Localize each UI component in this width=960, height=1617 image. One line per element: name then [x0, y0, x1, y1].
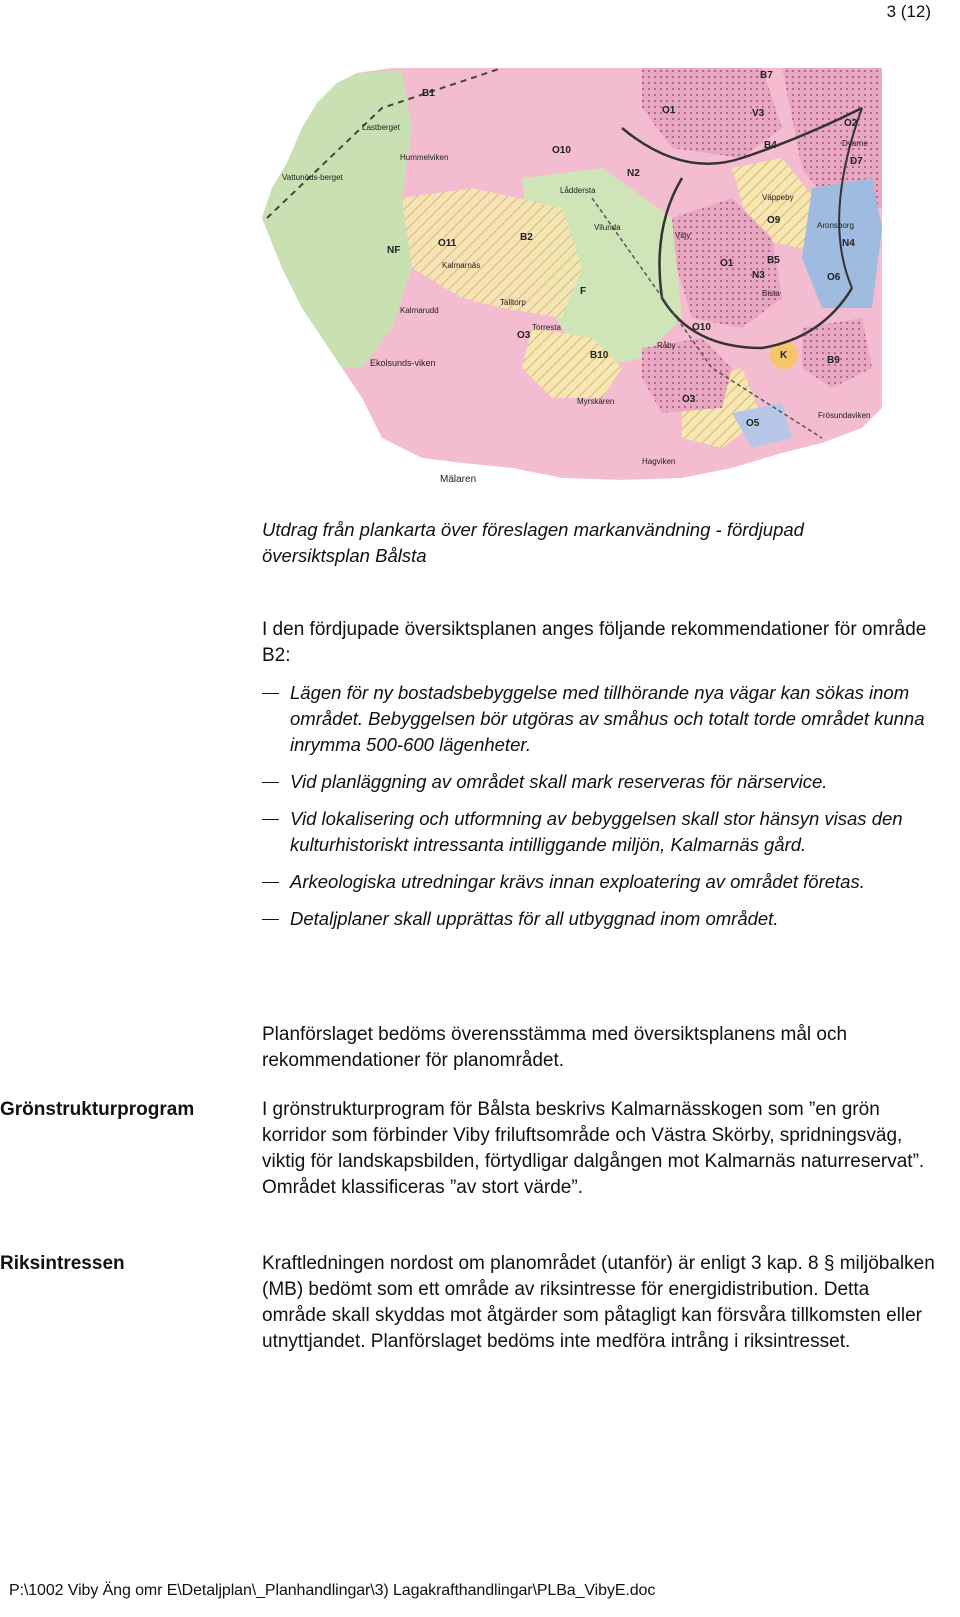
map-label: Vilunda: [594, 223, 621, 232]
map-label: B9: [827, 355, 840, 366]
map-label: O11: [438, 238, 457, 249]
map-label: Talltorp: [500, 298, 526, 307]
map-label: O3: [682, 394, 696, 405]
map-label: Bista: [762, 289, 780, 298]
map-label: Låddersta: [560, 186, 596, 195]
list-item: Vid lokalisering och utformning av bebyggelsen skall stor hänsyn visas den kulturhistoriskt intressanta intilliggande miljön, Kalmarnäs gård.: [262, 806, 942, 858]
map-label: B7: [760, 70, 773, 81]
map-label: Kalmarnäs: [442, 261, 481, 270]
map-label: O6: [827, 272, 841, 283]
list-item: Arkeologiska utredningar krävs innan exploatering av området företas.: [262, 869, 942, 895]
map-label: O9: [767, 215, 781, 226]
map-label: Hummelviken: [400, 153, 449, 162]
section-heading-gronstruktur: Grönstrukturprogram: [0, 1099, 195, 1120]
map-label: O1: [662, 105, 676, 116]
map-label: O5: [746, 418, 760, 429]
section-text-riksintressen: Kraftledningen nordost om planområdet (utanför) är enligt 3 kap. 8 § miljöbalken (MB) bedömt som ett område av riksintresse för energidistribution. Detta område skall skyddas mot åtgärder som påtagligt kan försvåra tillkomsten eller utnyttjandet. Planförslaget bedöms inte medföra intrång i riksintresset.: [262, 1253, 935, 1352]
map-label: Aronsborg: [817, 221, 854, 230]
list-item: Vid planläggning av området skall mark reserveras för närservice.: [262, 769, 942, 795]
file-path-footer: P:\1002 Viby Äng omr E\Detaljplan\_Planhandlingar\3) Lagakrafthandlingar\PLBa_VibyE.doc: [9, 1582, 656, 1599]
map-label: Hagviken: [642, 457, 676, 466]
section-heading-riksintressen: Riksintressen: [0, 1253, 125, 1274]
page-number: 3 (12): [886, 2, 931, 21]
conclusion-paragraph: Planförslaget bedöms överensstämma med översiktsplanens mål och rekommendationer för planområdet.: [262, 1024, 848, 1071]
map-label: Råby: [657, 341, 676, 350]
recommendation-list: [262, 680, 942, 943]
map-label: Lastberget: [362, 123, 400, 132]
map-label: N3: [752, 270, 765, 281]
section-text-gronstruktur: I grönstrukturprogram för Bålsta beskrivs Kalmarnässkogen som ”en grön korridor som förbinder Viby friluftsområde och Västra Skörby, spridningsväg, viktig för landskapsbilden, förtydligar dalgången mot Kalmarnäs naturreservat”. Området klassificeras ”av stort värde”.: [262, 1099, 925, 1198]
map-label: B4: [764, 140, 777, 151]
map-label: Kalmarudd: [400, 306, 439, 315]
map-label: Mälaren: [440, 474, 477, 485]
map-label: Dyarne: [842, 139, 868, 148]
map-label: NF: [387, 245, 401, 256]
map-label: Frösundaviken: [818, 411, 871, 420]
land-use-map: [262, 68, 882, 496]
map-label: Vattunöds-berget: [282, 173, 343, 182]
map-label: O10: [552, 145, 571, 156]
map-label: Väppeby: [762, 193, 794, 202]
map-label: Viby: [675, 231, 691, 240]
map-label: N4: [842, 238, 855, 249]
map-label: B10: [590, 350, 609, 361]
map-label: B5: [767, 255, 780, 266]
map-label: D7: [850, 156, 863, 167]
map-area-nf: [262, 70, 412, 368]
map-label: O1: [720, 258, 734, 269]
map-label: F: [580, 286, 587, 297]
list-item: Detaljplaner skall upprättas för all utbyggnad inom området.: [262, 906, 942, 932]
list-item: Lägen för ny bostadsbebyggelse med tillhörande nya vägar kan sökas inom området. Bebyggelsen bör utgöras av småhus och totalt torde området kunna inrymma 500-600 lägenheter.: [262, 680, 942, 758]
map-label: K: [780, 350, 788, 361]
map-label: Ekolsunds-viken: [370, 358, 436, 368]
map-label: Torresta: [532, 323, 561, 332]
map-label: V3: [752, 108, 765, 119]
map-label: B2: [520, 232, 533, 243]
intro-paragraph: I den fördjupade översiktsplanen anges följande rekommendationer för område B2:: [262, 619, 927, 666]
map-label: Myrskären: [577, 397, 615, 406]
map-label: O10: [692, 322, 711, 333]
map-caption: Utdrag från plankarta över föreslagen markanvändning - fördjupad översiktsplan Bålsta: [262, 519, 804, 566]
map-label: B1: [422, 88, 435, 99]
map-label: O2: [844, 118, 858, 129]
map-label: O3: [517, 330, 531, 341]
map-label: N2: [627, 168, 640, 179]
